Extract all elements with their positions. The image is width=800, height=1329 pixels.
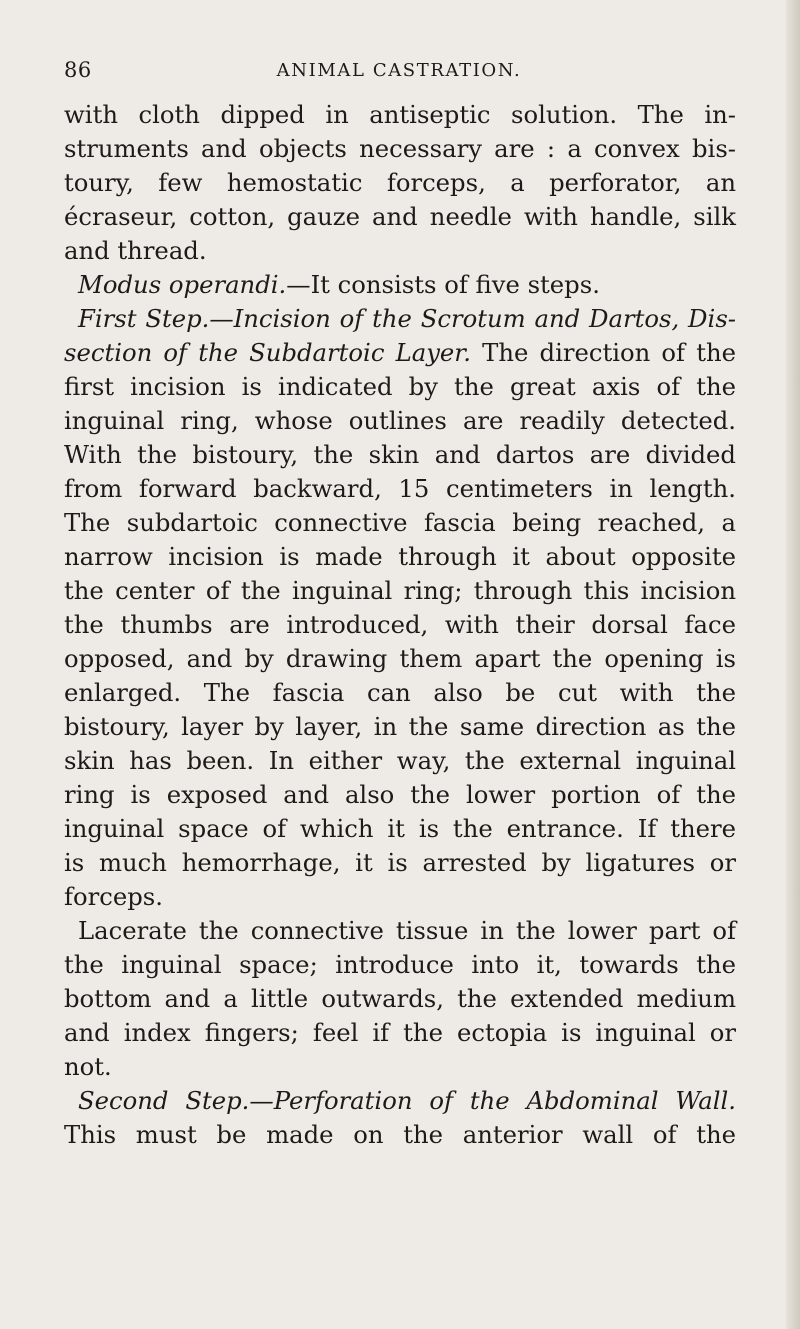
text-line xyxy=(64,98,736,132)
text-segment: The direction of the xyxy=(470,338,737,367)
text-segment: bottom and a little outwards, the extended medium xyxy=(64,984,736,1013)
text-segment: inguinal space of which it is the entrance. If there xyxy=(64,814,736,843)
text-segment: With the bistoury, the skin and dartos are divided xyxy=(64,440,736,469)
text-line xyxy=(64,268,736,302)
text-line xyxy=(64,200,736,234)
text-line xyxy=(64,608,736,642)
text-segment: is much hemorrhage, it is arrested by ligatures or xyxy=(64,848,736,877)
text-line xyxy=(64,1016,736,1050)
running-head: ANIMAL CASTRATION. xyxy=(276,60,522,81)
text-line xyxy=(64,336,736,370)
text-segment: not. xyxy=(64,1052,112,1081)
text-line xyxy=(64,540,736,574)
body-text xyxy=(64,98,736,1152)
text-segment: the thumbs are introduced, with their dorsal face xyxy=(64,610,736,639)
text-segment: This must be made on the anterior wall of the xyxy=(64,1120,736,1149)
text-segment: bistoury, layer by layer, in the same direction as the xyxy=(64,712,736,741)
text-line xyxy=(64,166,736,200)
text-line xyxy=(64,1118,736,1152)
text-line xyxy=(64,438,736,472)
text-segment: enlarged. The fascia can also be cut with the xyxy=(64,678,736,707)
text-line xyxy=(64,472,736,506)
text-line xyxy=(64,234,736,268)
text-segment: inguinal ring, whose outlines are readily detected. xyxy=(64,406,736,435)
text-segment: first incision is indicated by the great axis of the xyxy=(64,372,736,401)
text-segment: skin has been. In either way, the external inguinal xyxy=(64,746,736,775)
text-line xyxy=(64,404,736,438)
italic-text: Second Step.—Perforation of the Abdominal Wall. xyxy=(78,1086,736,1115)
page-number: 86 xyxy=(64,58,92,82)
text-segment: struments and objects necessary are : a convex bis- xyxy=(64,134,736,163)
italic-text: Modus operandi. xyxy=(78,270,287,299)
text-segment: from forward backward, 15 centimeters in length. xyxy=(64,474,736,503)
page-header xyxy=(64,58,734,88)
text-line xyxy=(64,506,736,540)
text-segment: ring is exposed and also the lower portion of the xyxy=(64,780,736,809)
text-line xyxy=(64,1050,736,1084)
text-line xyxy=(64,710,736,744)
text-segment: opposed, and by drawing them apart the opening is xyxy=(64,644,736,673)
italic-text: First Step.—Incision of the Scrotum and Dartos, Dis- xyxy=(78,304,736,333)
text-line xyxy=(64,948,736,982)
text-segment: écraseur, cotton, gauze and needle with handle, silk xyxy=(64,202,736,231)
text-line xyxy=(64,642,736,676)
text-segment: narrow incision is made through it about opposite xyxy=(64,542,736,571)
text-line xyxy=(64,370,736,404)
page-gutter-shadow xyxy=(786,0,800,1329)
text-line xyxy=(64,1084,736,1118)
text-line xyxy=(64,880,736,914)
text-segment: the inguinal space; introduce into it, towards the xyxy=(64,950,736,979)
text-segment: forceps. xyxy=(64,882,163,911)
text-line xyxy=(64,744,736,778)
text-segment: —It consists of five steps. xyxy=(286,270,600,299)
text-segment: the center of the inguinal ring; through this incision xyxy=(64,576,736,605)
text-line xyxy=(64,914,736,948)
text-line xyxy=(64,574,736,608)
text-line xyxy=(64,778,736,812)
text-segment: toury, few hemostatic forceps, a perforator, an xyxy=(64,168,736,197)
text-segment: The subdartoic connective fascia being reached, a xyxy=(64,508,736,537)
text-line xyxy=(64,302,736,336)
text-line xyxy=(64,676,736,710)
text-line xyxy=(64,132,736,166)
text-line xyxy=(64,812,736,846)
text-segment: Lacerate the connective tissue in the lower part of xyxy=(78,916,736,945)
italic-text: section of the Subdartoic Layer. xyxy=(64,338,471,367)
text-line xyxy=(64,846,736,880)
text-segment: and thread. xyxy=(64,236,207,265)
text-line xyxy=(64,982,736,1016)
text-segment: and index fingers; feel if the ectopia is inguinal or xyxy=(64,1018,736,1047)
text-segment: with cloth dipped in antiseptic solution. The in- xyxy=(64,100,736,129)
